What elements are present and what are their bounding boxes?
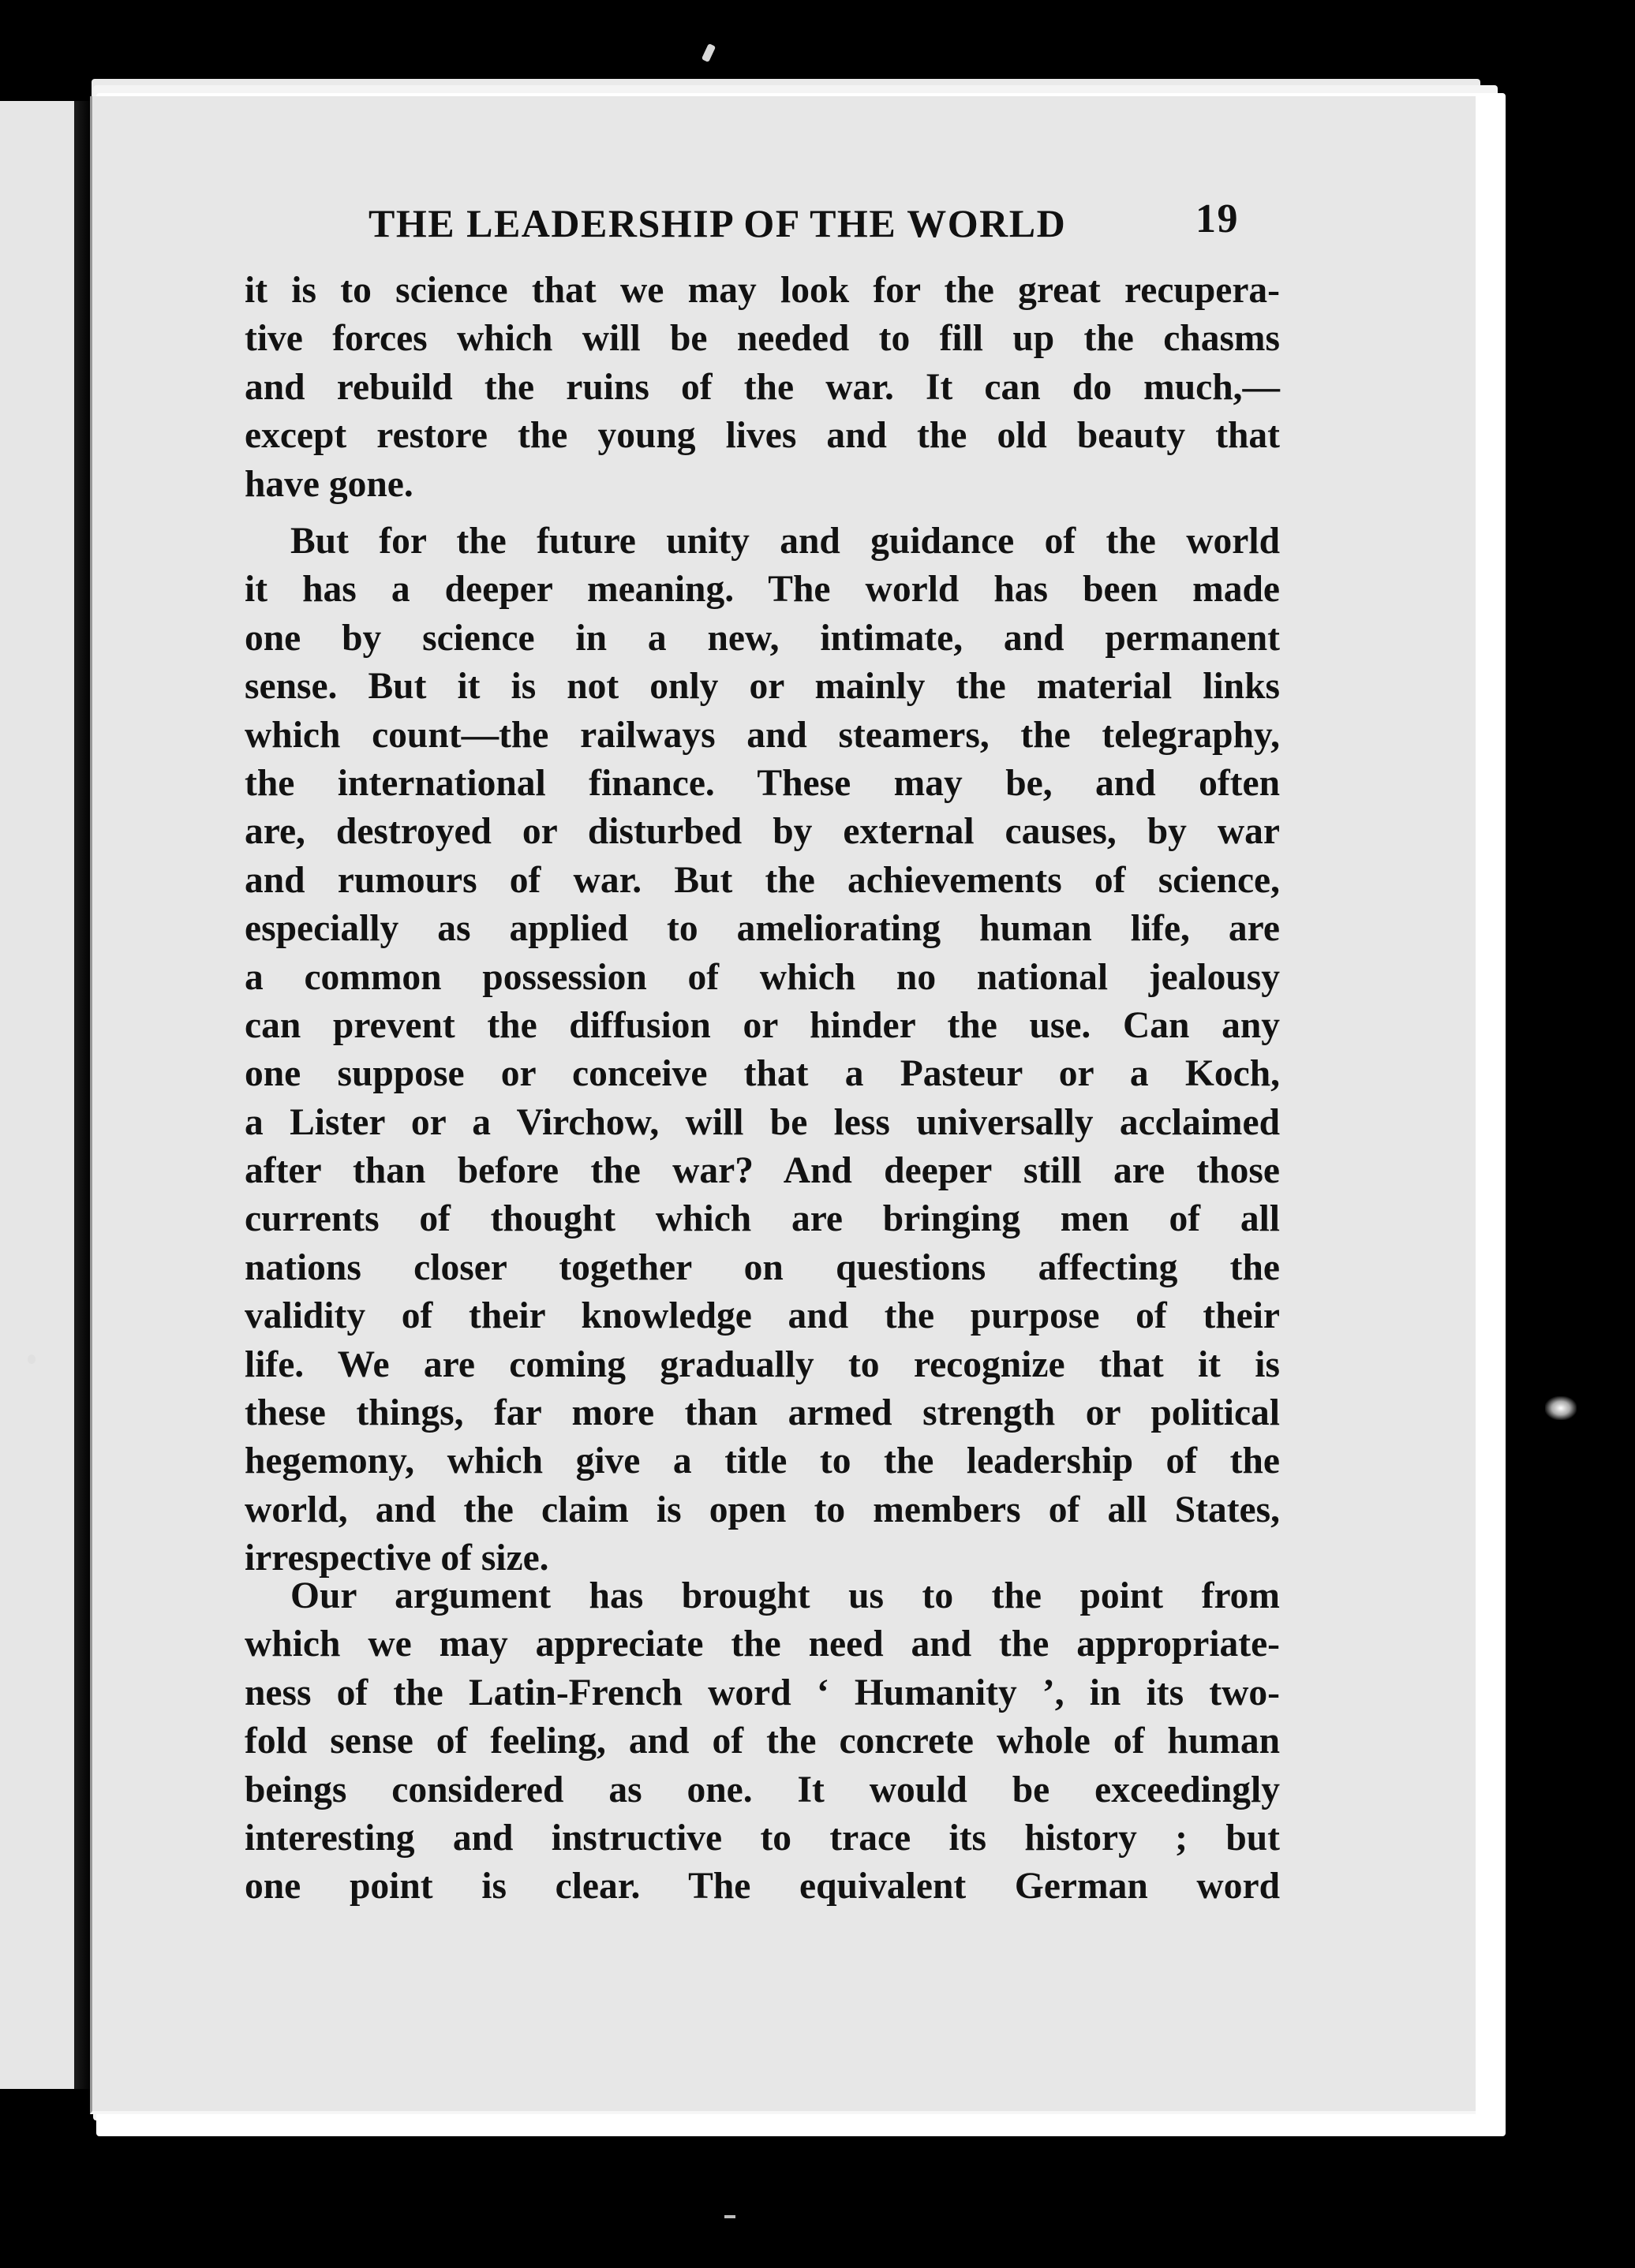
text-line: sense. But it is not only or mainly the material links — [245, 666, 1280, 708]
scan-dust-speck — [28, 1354, 36, 1364]
text-line: which count—the railways and steamers, the telegraphy, — [245, 714, 1280, 756]
scan-dust-speck — [724, 2215, 735, 2218]
text-line: which we may appreciate the need and the appropriate- — [245, 1623, 1280, 1665]
text-line: are, destroyed or disturbed by external causes, by war — [245, 811, 1280, 853]
book-gutter — [74, 101, 92, 2089]
text-line: have gone. — [245, 463, 413, 505]
text-line: it is to science that we may look for the great recupera- — [245, 270, 1280, 311]
text-line: ness of the Latin-French word ‘ Humanity ’, in its two- — [245, 1672, 1280, 1713]
text-line: validity of their knowledge and the purpose of their — [245, 1295, 1280, 1337]
text-line: one point is clear. The equivalent German word — [245, 1866, 1280, 1907]
text-line: hegemony, which give a title to the leadership of the — [245, 1440, 1280, 1482]
text-line: and rumours of war. But the achievements of science, — [245, 859, 1280, 901]
text-line: a common possession of which no national jealousy — [245, 956, 1280, 998]
scan-dust-speck — [702, 43, 716, 62]
left-page-edge — [0, 101, 77, 2089]
paragraph-1 — [245, 267, 1280, 509]
running-head — [272, 186, 1239, 257]
paragraph-2 — [245, 517, 1280, 1583]
page-number: 19 — [1195, 196, 1239, 241]
text-line: after than before the war? And deeper still are those — [245, 1150, 1280, 1192]
text-line: interesting and instructive to trace its history ; but — [245, 1817, 1280, 1859]
text-line: life. We are coming gradually to recognize that it is — [245, 1343, 1280, 1385]
text-line: But for the future unity and guidance of the world — [290, 521, 1280, 562]
text-line: irrespective of size. — [245, 1538, 549, 1579]
text-line: can prevent the diffusion or hinder the use. Can any — [245, 1004, 1280, 1046]
text-line: and rebuild the ruins of the war. It can do much,— — [245, 366, 1280, 408]
text-line: a Lister or a Virchow, will be less universally acclaimed — [245, 1101, 1280, 1143]
running-head-title: THE LEADERSHIP OF THE WORLD — [369, 201, 1067, 245]
text-line: world, and the claim is open to members of all States, — [245, 1489, 1280, 1530]
text-line: one by science in a new, intimate, and permanent — [245, 617, 1280, 659]
paragraph-3 — [245, 1572, 1280, 1911]
text-line: nations closer together on questions affecting the — [245, 1246, 1280, 1288]
text-line: currents of thought which are bringing men of all — [245, 1198, 1280, 1240]
text-line: especially as applied to ameliorating human life, are — [245, 908, 1280, 950]
text-line: tive forces which will be needed to fill up the chasms — [245, 318, 1280, 360]
text-line: except restore the young lives and the old beauty that — [245, 415, 1280, 457]
text-line: it has a deeper meaning. The world has been made — [245, 569, 1280, 611]
text-line: the international finance. These may be, and often — [245, 762, 1280, 804]
text-line: these things, far more than armed strength or political — [245, 1392, 1280, 1434]
text-line: Our argument has brought us to the point from — [290, 1575, 1280, 1616]
text-line: one suppose or conceive that a Pasteur or a Koch, — [245, 1053, 1280, 1095]
scan-glare — [1545, 1396, 1577, 1420]
text-line: beings considered as one. It would be exceedingly — [245, 1769, 1280, 1810]
text-line: fold sense of feeling, and of the concrete whole of human — [245, 1721, 1280, 1762]
